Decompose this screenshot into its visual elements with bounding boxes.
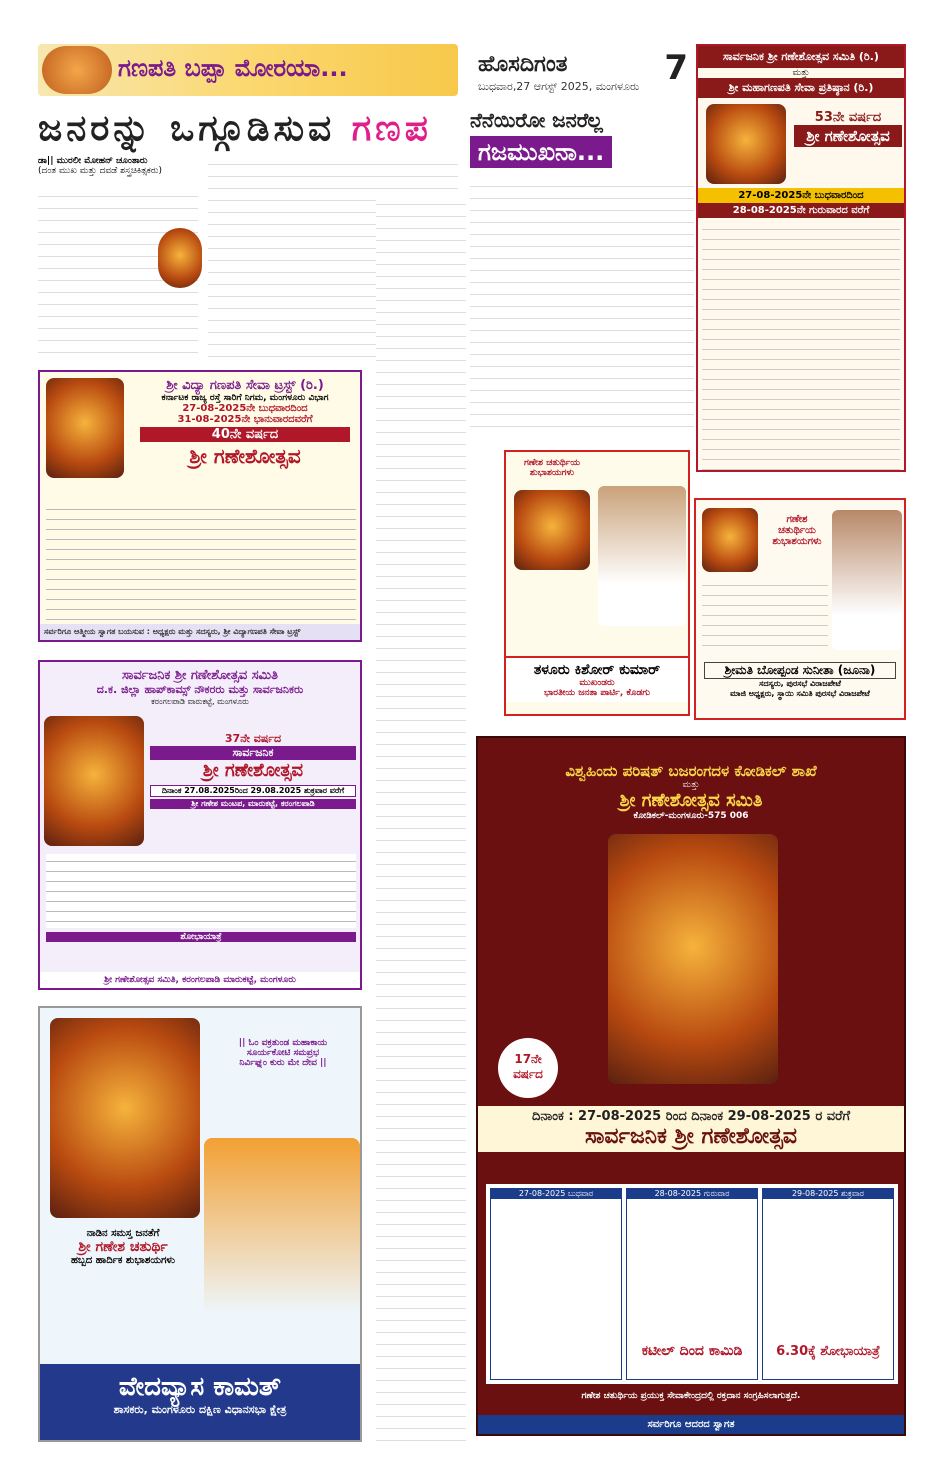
ad-sunitha-l2: ಚತುರ್ಥಿಯ: [778, 525, 816, 536]
story-column-3: [376, 196, 466, 1446]
headline-second: [470, 108, 694, 168]
ad-vhp-procession: 6.30ಕ್ಕೆ ಶೋಭಾಯಾತ್ರೆ: [776, 1344, 880, 1359]
section-banner: [38, 44, 458, 96]
ganesha-idol-image: [44, 716, 144, 846]
mantra-line-1: || ಓಂ ವಕ್ರತುಂಡ ಮಹಾಕಾಯ: [238, 1038, 328, 1048]
ad-vhp-footer1: ಗಣೇಶ ಚತುರ್ಥಿಯ ಪ್ರಯುಕ್ತ ಸೇವಾಕೇಂದ್ರದಲ್ಲಿ ರಕ್ತದಾನ ಸಂಗ್ರಹಿಸಲಾಗುತ್ತದೆ.: [478, 1388, 904, 1404]
headline-main: [38, 108, 432, 150]
ad-and: ಮತ್ತು: [792, 68, 810, 78]
ad-vhp-day2: 28-08-2025 ಗುರುವಾರ: [627, 1189, 757, 1199]
ad-vhp-day3: 29-08-2025 ಶುಕ್ರವಾರ: [763, 1189, 893, 1199]
ad-vhp-and: ಮತ್ತು: [682, 780, 700, 790]
ad-hopcoms-org: ದ.ಕ. ಜಿಲ್ಲಾ ಹಾಪ್‌ಕಾಮ್ಸ್ ನೌಕರರು ಮತ್ತು ಸಾರ್ವಜನಿಕರು: [96, 683, 304, 696]
ganesha-image: [42, 46, 112, 94]
ad-sunitha-l1: ಗಣೇಶ: [786, 514, 808, 525]
ad-vidya-org: ಕರ್ನಾಟಕ ರಾಜ್ಯ ರಸ್ತೆ ಸಾರಿಗೆ ನಿಗಮ, ಮಂಗಳೂರು ವಿಭಾಗ: [161, 393, 329, 403]
ad-vhp-dates: ದಿನಾಂಕ : 27-08-2025 ರಿಂದ ದಿನಾಂಕ 29-08-2025 ರ ವರೆಗೆ: [531, 1109, 851, 1124]
ad-sunitha-message: [702, 578, 828, 648]
ad-event: ಶ್ರೀ ಗಣೇಶೋತ್ಸವ: [794, 125, 902, 147]
portrait-photo: [598, 486, 686, 626]
story2-body: [470, 178, 694, 428]
ad-title: ಸಾರ್ವಜನಿಕ ಶ್ರೀ ಗಣೇಶೋತ್ಸವ ಸಮಿತಿ (ರಿ.): [698, 46, 904, 68]
ad-vidya-footer: ಸರ್ವರಿಗೂ ಆತ್ಮೀಯ ಸ್ವಾಗತ ಬಯಸುವ : ಅಧ್ಯಕ್ಷರು ಮತ್ತು ಸದಸ್ಯರು, ಶ್ರೀ ವಿದ್ಯಾಗಣಪತಿ ಸೇವಾ ಟ್ರಸ್ಟ್: [40, 624, 360, 640]
ad-hopcoms-year: 37ನೇ ವರ್ಷದ: [224, 732, 282, 745]
ad-ganeshotsava-samiti: [696, 44, 906, 472]
ad-vhp-title: ವಿಶ್ವಹಿಂದು ಪರಿಷತ್ ಬಜರಂಗದಳ ಕೋಡಿಕಲ್ ಶಾಖೆ: [565, 762, 817, 780]
ad-kishore-l1: ಗಣೇಶ ಚತುರ್ಥಿಯ: [524, 458, 580, 468]
ad-sunitha-role2: ಮಾಜಿ ಅಧ್ಯಕ್ಷರು, ಸ್ಥಾಯಿ ಸಮಿತಿ ಪುರಸಭೆ ವಿರಾಜಪೇಟೆ: [730, 689, 870, 698]
ganesha-image: [514, 490, 590, 570]
ad-hopcoms-footer: ಶ್ರೀ ಗಣೇಶೋತ್ಸವ ಸಮಿತಿ, ಕರಂಗಲಪಾಡಿ ಮಾರುಕಟ್ಟೆ, ಮಂಗಳೂರು: [40, 972, 360, 988]
newspaper-logo: ಹೊಸದಿಗಂತ: [478, 52, 568, 77]
portrait-photo: [204, 1138, 360, 1358]
ad-hopcoms-venue: ಶ್ರೀ ಗಣೇಶ ಮಂಟಪ, ಮಾರುಕಟ್ಟೆ, ಕರಂಗಲಪಾಡಿ: [150, 799, 356, 809]
baby-ganesha-image: [158, 228, 202, 288]
ad-vedavyas-kamath: [38, 1006, 362, 1442]
ad-vidya-from: 27-08-2025ನೇ ಬುಧವಾರದಿಂದ: [182, 403, 308, 414]
headline-second-a: ನೆನೆಯಿರೋ ಜನರೆಲ್ಲ: [470, 108, 603, 132]
ad-vhp-day1: 27-08-2025 ಬುಧವಾರ: [491, 1189, 621, 1199]
ad-vhp-address: ಕೋಡಿಕಲ್-ಮಂಗಳೂರು-575 006: [633, 811, 749, 821]
ad-date-from: 27-08-2025ನೇ ಬುಧವಾರದಿಂದ: [698, 188, 904, 203]
ad-kishore: [504, 450, 690, 716]
ad-vidya-year: 40ನೇ ವರ್ಷದ: [140, 427, 350, 442]
ad-hopcoms-program: [46, 854, 356, 928]
ganesha-idol-image: [706, 104, 786, 184]
ganesha-image: [50, 1018, 200, 1218]
mantra-line-3: ನಿರ್ವಿಘ್ನಂ ಕುರು ಮೇ ದೇವ ||: [239, 1058, 327, 1068]
ad-vidya-ganapati: [38, 370, 362, 642]
ad-sunitha-l3: ಶುಭಾಶಯಗಳು: [772, 536, 822, 547]
ad-hopcoms-public: ಸಾರ್ವಜನಿಕ: [150, 746, 356, 760]
ad-vhp-event: ಸಾರ್ವಜನಿಕ ಶ್ರೀ ಗಣೇಶೋತ್ಸವ: [584, 1124, 798, 1149]
ganesha-image: [702, 508, 758, 572]
headline-second-b: ಗಜಮುಖನಾ...: [470, 136, 612, 168]
ad-kamath-l2: ಶ್ರೀ ಗಣೇಶ ಚತುರ್ಥಿ: [78, 1239, 168, 1255]
mantra-line-2: ಸೂರ್ಯಕೋಟಿ ಸಮಪ್ರಭ: [246, 1048, 320, 1058]
ad-hopcoms-event: ಶ್ರೀ ಗಣೇಶೋತ್ಸವ: [202, 760, 304, 781]
ad-date-to: 28-08-2025ನೇ ಗುರುವಾರದ ವರೆಗೆ: [698, 203, 904, 218]
ad-sunitha-role: ಸದಸ್ಯರು, ಪುರಸಭೆ ವಿರಾಜಪೇಟೆ: [759, 679, 841, 688]
headline-main-a: ಜನರನ್ನು ಒಗ್ಗೂಡಿಸುವ: [38, 108, 352, 149]
ad-kamath-name: ವೇದವ್ಯಾಸ ಕಾಮತ್: [118, 1372, 282, 1402]
byline-name: ಡಾ|| ಮುರಲೀ ಮೋಹನ್ ಚೂಂತಾರು: [38, 156, 148, 166]
ad-vidya-title: ಶ್ರೀ ವಿದ್ಯಾ ಗಣಪತಿ ಸೇವಾ ಟ್ರಸ್ಟ್ (ರಿ.): [166, 378, 324, 393]
ad-vhp-footer2: ಸರ್ವರಿಗೂ ಆದರದ ಸ್ವಾಗತ: [478, 1415, 904, 1434]
ganesha-idol-image: [608, 834, 778, 1084]
ad-title-2: ಶ್ರೀ ಮಹಾಗಣಪತಿ ಸೇವಾ ಪ್ರತಿಷ್ಠಾನ (ರಿ.): [698, 78, 904, 98]
ad-kishore-role: ಮುಖಂಡರು: [579, 678, 615, 688]
ad-year: 53ನೇ ವರ್ಷದ: [814, 110, 882, 125]
ad-vhp-kodikal: [476, 736, 906, 1436]
ad-kishore-name: ತಳೂರು ಕಿಶೋರ್ ಕುಮಾರ್: [533, 662, 661, 678]
ad-vhp-samiti: ಶ್ರೀ ಗಣೇಶೋತ್ಸವ ಸಮಿತಿ: [619, 790, 763, 811]
portrait-photo: [832, 510, 902, 650]
ad-hopcoms: [38, 660, 362, 990]
ad-vidya-event: ಶ್ರೀ ಗಣೇಶೋತ್ಸವ: [189, 444, 301, 468]
ad-sunitha-name: ಶ್ರೀಮತಿ ಬೋಪ್ಪಂಡ ಸುನೀತಾ (ಜೂನಾ): [704, 662, 896, 679]
ad-kishore-l2: ಶುಭಾಶಯಗಳು: [529, 468, 575, 478]
ad-kishore-party: ಭಾರತೀಯ ಜನತಾ ಪಾರ್ಟಿ, ಕೊಡಗು: [543, 688, 650, 698]
ad-vhp-program-table: [486, 1184, 898, 1384]
ad-kamath-l1: ನಾಡಿನ ಸಮಸ್ತ ಜನತೆಗೆ: [86, 1228, 160, 1239]
ad-vhp-drama: ಕಟೀಲ್ ದಿಂದ ಕಾಮಿಡಿ: [641, 1343, 743, 1359]
ad-vhp-year: 17ನೇ ವರ್ಷದ: [498, 1038, 558, 1098]
ad-vidya-to: 31-08-2025ನೇ ಭಾನುವಾರದವರೆಗೆ: [177, 414, 313, 425]
ad-vidya-program: [46, 502, 356, 620]
ad-hopcoms-place: ಕರಂಗಲಪಾಡಿ ವಾರುಕಟ್ಟೆ, ಮಂಗಳೂರು: [151, 697, 249, 706]
ad-hopcoms-title: ಸಾರ್ವಜನಿಕ ಶ್ರೀ ಗಣೇಶೋತ್ಸವ ಸಮಿತಿ: [121, 668, 279, 683]
banner-title: ಗಣಪತಿ ಬಪ್ಪಾ ಮೋರಯಾ...: [118, 54, 348, 82]
masthead: [460, 44, 692, 96]
byline: [38, 156, 198, 176]
ad-hopcoms-procession: ಶೋಭಾಯಾತ್ರೆ: [46, 932, 356, 942]
byline-role: (ದಂತ ಮುಖ ಮತ್ತು ದವಡೆ ಶಸ್ತ್ರಚಿಕಿತ್ಸಕರು): [38, 166, 162, 176]
headline-main-b: ಗಣಪ: [351, 108, 432, 149]
page-number: 7: [664, 48, 688, 88]
ad-hopcoms-dates: ದಿನಾಂಕ 27.08.2025ರಿಂದ 29.08.2025 ಶುಕ್ರವಾರ ವರೆಗೆ: [150, 785, 356, 797]
issue-date: ಬುಧವಾರ,27 ಆಗಸ್ಟ್ 2025, ಮಂಗಳೂರು: [478, 80, 640, 93]
ad-kamath-role: ಶಾಸಕರು, ಮಂಗಳೂರು ದಕ್ಷಿಣ ವಿಧಾನಸಭಾ ಕ್ಷೇತ್ರ: [113, 1403, 287, 1416]
ad-program-text: [702, 222, 900, 472]
ad-sunitha: [694, 498, 906, 720]
ganesha-idol-image: [46, 378, 124, 478]
ad-kamath-l3: ಹಬ್ಬದ ಹಾರ್ದಿಕ ಶುಭಾಶಯಗಳು: [70, 1255, 176, 1266]
